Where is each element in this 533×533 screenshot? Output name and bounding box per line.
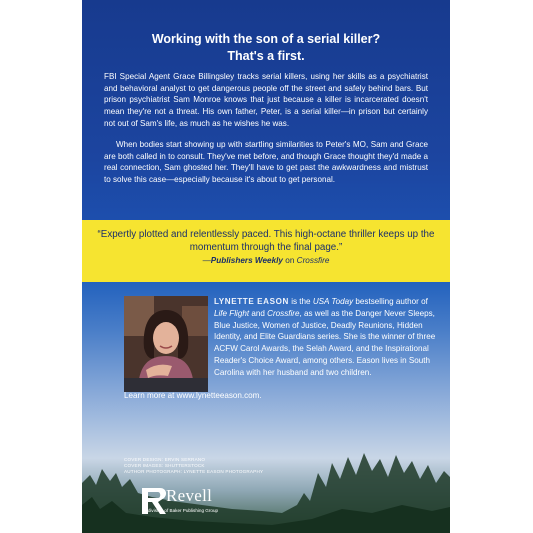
credit-design: COVER DESIGN: ERVIN SERRANO xyxy=(124,457,206,462)
blurb-paragraph-2: When bodies start showing up with startling similarities to Peter's MO, Sam and Grace are both called in to consult. They've met before, and though Grace thought they'd made a real connection, Sam ghosted her. They'll have to get past the awkwardness and mistrust to solve this case—especially because it's about to get personal. xyxy=(104,140,428,185)
publisher-tagline: a division of Baker Publishing Group xyxy=(144,508,219,513)
endorsement-attribution: —Publishers Weekly on Crossfire xyxy=(202,256,330,265)
endorsement-source: Publishers Weekly xyxy=(210,256,283,265)
author-portrait-image xyxy=(124,296,208,392)
blurb-paragraph-1: FBI Special Agent Grace Billingsley tracks serial killers, using her skills as a psychiatrist and behavioral analyst to get dangerous people off the street and safely behind bars. But prison psychiatrist Sam Monroe knows that just because a killer is incarcerated doesn't mean they're not a threat. His own father, Peter, is a serial killer—in prison but certainly not out of Sam's life, as much as he wishes he was. xyxy=(104,72,428,128)
publisher-name: Revell xyxy=(166,486,213,505)
headline-line-1: Working with the son of a serial killer? xyxy=(151,32,381,46)
endorsement-quote: “Expertly plotted and relentlessly paced. This high-octane thriller keeps up the momentum through the final page.” xyxy=(97,229,435,253)
headline xyxy=(82,31,450,65)
author-bio: LYNETTE EASON is the USA Today bestselling author of Life Flight and Crossfire, as well as the Danger Never Sleeps, Blue Justice, Women of Justice, Deadly Reunions, Hidden Identity, and Elite Guardians series. She is the winner of three ACFW Carol Awards, the Selah Award, and the Inspirational Reader's Choice Award, among others. Eason lives in South Carolina with her husband and two children. xyxy=(214,297,436,377)
headline-line-2: That's a first. xyxy=(227,49,305,63)
author-name: LYNETTE EASON xyxy=(214,297,289,306)
credit-images: COVER IMAGES: SHUTTERSTOCK xyxy=(124,463,205,469)
author-website-line: Learn more at www.lynetteeason.com. xyxy=(124,391,262,400)
book-back-cover xyxy=(82,0,450,533)
cover-credits xyxy=(124,457,263,476)
endorsement-book: Crossfire xyxy=(296,256,330,265)
author-photo xyxy=(124,296,208,392)
credit-photo: AUTHOR PHOTOGRAPH: LYNETTE EASON PHOTOGRAPHY xyxy=(124,469,264,475)
